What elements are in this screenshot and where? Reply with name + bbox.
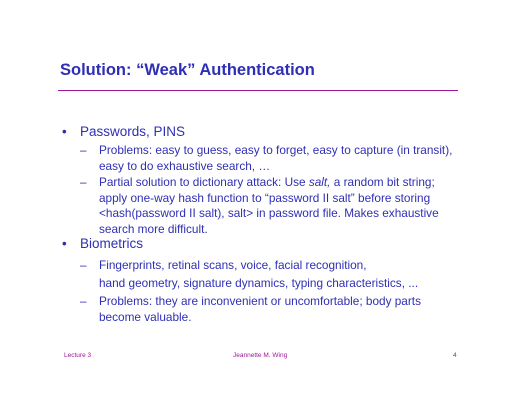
subitem-line: Fingerprints, retinal scans, voice, facial recognition, — [99, 258, 367, 272]
subitem-line: hand geometry, signature dynamics, typing characteristics, ... — [99, 276, 419, 290]
bullet-marker: • — [62, 236, 67, 251]
subitem-biometric-types — [80, 256, 470, 292]
salt-emphasis: salt, — [308, 175, 331, 189]
line-prefix: Partial solution to dictionary attack: Use — [99, 175, 309, 189]
title-divider — [58, 90, 458, 91]
slide-title: Solution: “Weak” Authentication — [60, 61, 315, 79]
subitem-line: search more difficult. — [99, 221, 208, 236]
subitem-line — [99, 175, 470, 191]
subitem-problems-passwords — [80, 143, 470, 174]
subitem-line: Problems: easy to guess, easy to forget, easy to capture (in transit), — [99, 143, 453, 157]
subitem-line: become valuable. — [99, 309, 192, 324]
dash-marker: – — [80, 294, 87, 308]
subitem-partial-solution — [80, 175, 470, 237]
line-suffix: a random bit string; — [330, 175, 435, 189]
dash-marker: – — [80, 143, 87, 157]
dash-marker: – — [80, 258, 87, 272]
subitem-line: easy to do exhaustive search, … — [99, 158, 271, 173]
bullet-text: Biometrics — [80, 236, 144, 251]
footer-page-number: 4 — [453, 352, 457, 359]
subitem-line: <hash(password II salt), salt> in password file. Makes exhaustive — [99, 206, 439, 221]
bullet-marker: • — [62, 124, 67, 139]
subitem-line: Problems: they are inconvenient or uncomfortable; body parts — [99, 294, 421, 308]
bullet-text: Passwords, PINS — [80, 124, 186, 139]
subitem-problems-biometrics — [80, 294, 470, 325]
footer-lecture: Lecture 3 — [64, 352, 92, 359]
subitem-line: apply one-way hash function to “password II salt” before storing — [99, 190, 431, 205]
footer-author: Jeannette M. Wing — [233, 352, 288, 359]
dash-marker: – — [80, 175, 87, 189]
